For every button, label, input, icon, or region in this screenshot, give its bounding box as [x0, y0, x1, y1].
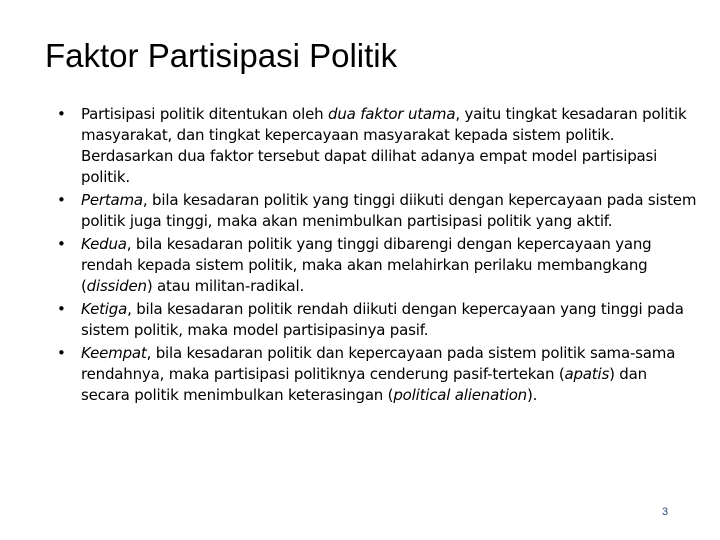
- bullet-item: [57, 343, 697, 406]
- bullet-item: [57, 234, 697, 297]
- bullet-text-italic: dissiden: [86, 277, 147, 295]
- bullet-text: ).: [527, 386, 538, 404]
- bullet-text-italic: Ketiga: [81, 300, 128, 318]
- bullet-text: Partisipasi politik ditentukan oleh: [81, 105, 328, 123]
- bullet-text: ) atau militan-radikal.: [146, 277, 305, 295]
- bullet-text-italic: Kedua: [81, 235, 127, 253]
- bullet-item: [57, 104, 697, 188]
- bullet-text: , yaitu tingkat kesadaran politik masyarakat, dan tingkat kepercayaan masyarakat kepada sistem politik. Berdasarkan dua faktor tersebut dapat dilihat adanya empat model partisipasi politik.: [81, 105, 687, 186]
- bullet-text: ) dan secara politik menimbulkan keterasingan (: [81, 365, 647, 404]
- bullet-text-italic: Keempat: [81, 344, 147, 362]
- bullet-item: [57, 190, 697, 232]
- bullet-text-italic: apatis: [564, 365, 610, 383]
- bullet-text: , bila kesadaran politik dan kepercayaan pada sistem politik sama-sama rendahnya, maka partisipasi politiknya cenderung pasif-tertekan (: [81, 344, 676, 383]
- slide-title: Faktor Partisipasi Politik: [45, 37, 398, 74]
- bullet-text-italic: dua faktor utama: [328, 105, 456, 123]
- bullet-item: [57, 299, 697, 341]
- page-number: 3: [662, 506, 669, 518]
- bullet-list: [57, 104, 697, 408]
- bullet-text: , bila kesadaran politik rendah diikuti dengan kepercayaan yang tinggi pada sistem politik, maka model partisipasinya pasif.: [81, 300, 684, 339]
- bullet-text: , bila kesadaran politik yang tinggi diikuti dengan kepercayaan pada sistem politik juga tinggi, maka akan menimbulkan partisipasi politik yang aktif.: [81, 191, 697, 230]
- bullet-text-italic: Pertama: [81, 191, 143, 209]
- bullet-text-italic: political alienation: [393, 386, 527, 404]
- bullet-text: , bila kesadaran politik yang tinggi dibarengi dengan kepercayaan yang rendah kepada sistem politik, maka akan melahirkan perilaku membangkang (: [81, 235, 652, 295]
